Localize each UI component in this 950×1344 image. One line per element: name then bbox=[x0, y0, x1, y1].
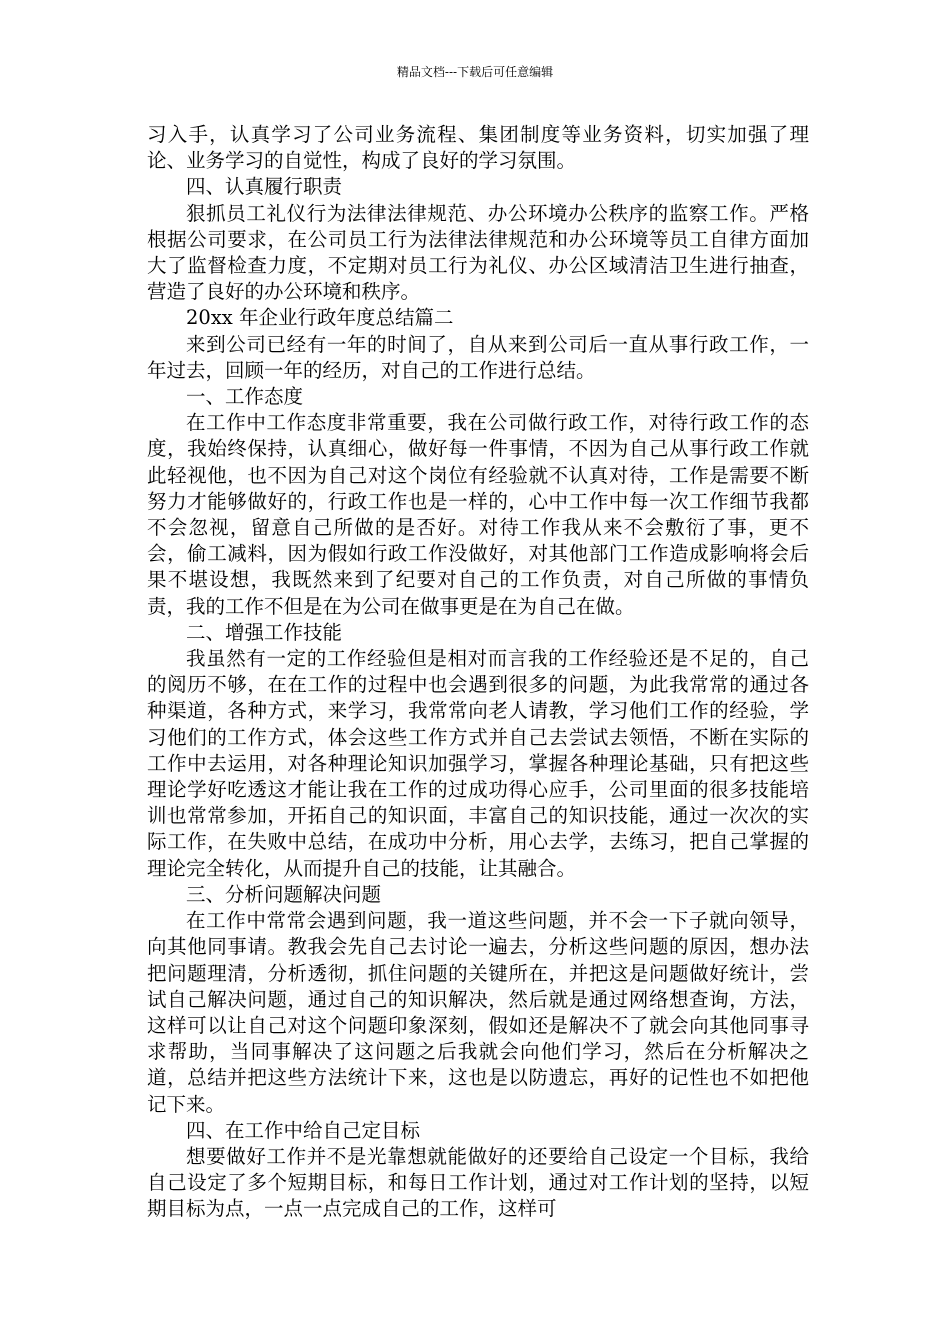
document-body bbox=[147, 122, 809, 1223]
paragraph: 在工作中常常会遇到问题，我一道这些问题，并不会一下子就向领导，向其他同事请。教我会先自己去讨论一遍去，分析这些问题的原因，想办法把问题理清，分析透彻，抓住问题的关键所在，并把这是问题做好统计，尝试自己解决问题，通过自己的知识解决，然后就是通过网络想查询，方法，这样可以让自己对这个问题印象深刻，假如还是解决不了就会向其他同事寻求帮助，当同事解决了这问题之后我就会向他们学习，然后在分析解决之道，总结并把这些方法统计下来，这也是以防遗忘，再好的记性也不如把他记下来。 bbox=[147, 909, 809, 1116]
paragraph: 习入手，认真学习了公司业务流程、集团制度等业务资料，切实加强了理论、业务学习的自觉性，构成了良好的学习氛围。 bbox=[147, 123, 809, 173]
section-heading: 一、工作态度 bbox=[186, 385, 304, 409]
paragraph: 在工作中工作态度非常重要，我在公司做行政工作，对待行政工作的态度，我始终保持，认真细心，做好每一件事情，不因为自己从事行政工作就此轻视他，也不因为自己对这个岗位有经验就不认真对待，工作是需要不断努力才能够做好的，行政工作也是一样的，心中工作中每一次工作细节我都不会忽视，留意自己所做的是否好。对待工作我从来不会敷衍了事，更不会，偷工减料，因为假如行政工作没做好，对其他部门工作造成影响将会后果不堪设想，我既然来到了纪要对自己的工作负责，对自己所做的事情负责，我的工作不但是在为公司在做事更是在为自己在做。 bbox=[147, 411, 809, 618]
paragraph: 想要做好工作并不是光靠想就能做好的还要给自己设定一个目标，我给自己设定了多个短期目标，和每日工作计划，通过对工作计划的坚持，以短期目标为点，一点一点完成自己的工作，这样可 bbox=[147, 1144, 809, 1221]
page-header: 精品文档---下载后可任意编辑 bbox=[396, 65, 554, 79]
paragraph: 狠抓员工礼仪行为法律法律规范、办公环境办公秩序的监察工作。严格根据公司要求，在公司员工行为法律法律规范和办公环境等员工自律方面加大了监督检查力度，不定期对员工行为礼仪、办公区域清洁卫生进行抽查，营造了良好的办公环境和秩序。 bbox=[147, 201, 809, 304]
paragraph: 我虽然有一定的工作经验但是相对而言我的工作经验还是不足的，自己的阅历不够，在在工作的过程中也会遇到很多的问题，为此我常常的通过各种渠道，各种方式，来学习，我常常向老人请教，学习他们工作的经验，学习他们的工作方式，体会这些工作方式并自己去尝试去领悟，不断在实际的工作中去运用，对各种理论知识加强学习，掌握各种理论基础，只有把这些理论学好吃透这才能让我在工作的过成功得心应手，公司里面的很多技能培训也常常参加，开拓自己的知识面，丰富自己的知识技能，通过一次次的实际工作，在失败中总结，在成功中分析，用心去学，去练习，把自己掌握的理论完全转化，从而提升自己的技能，让其融合。 bbox=[147, 647, 809, 880]
section-heading: 三、分析问题解决问题 bbox=[186, 882, 382, 906]
section-heading: 四、认真履行职责 bbox=[186, 175, 343, 199]
article-title: 20xx 年企业行政年度总结篇二 bbox=[186, 306, 454, 330]
paragraph: 来到公司已经有一年的时间了，自从来到公司后一直从事行政工作，一年过去，回顾一年的经历，对自己的工作进行总结。 bbox=[147, 332, 809, 382]
section-heading: 二、增强工作技能 bbox=[186, 620, 343, 644]
section-heading: 四、在工作中给自己定目标 bbox=[186, 1118, 421, 1142]
